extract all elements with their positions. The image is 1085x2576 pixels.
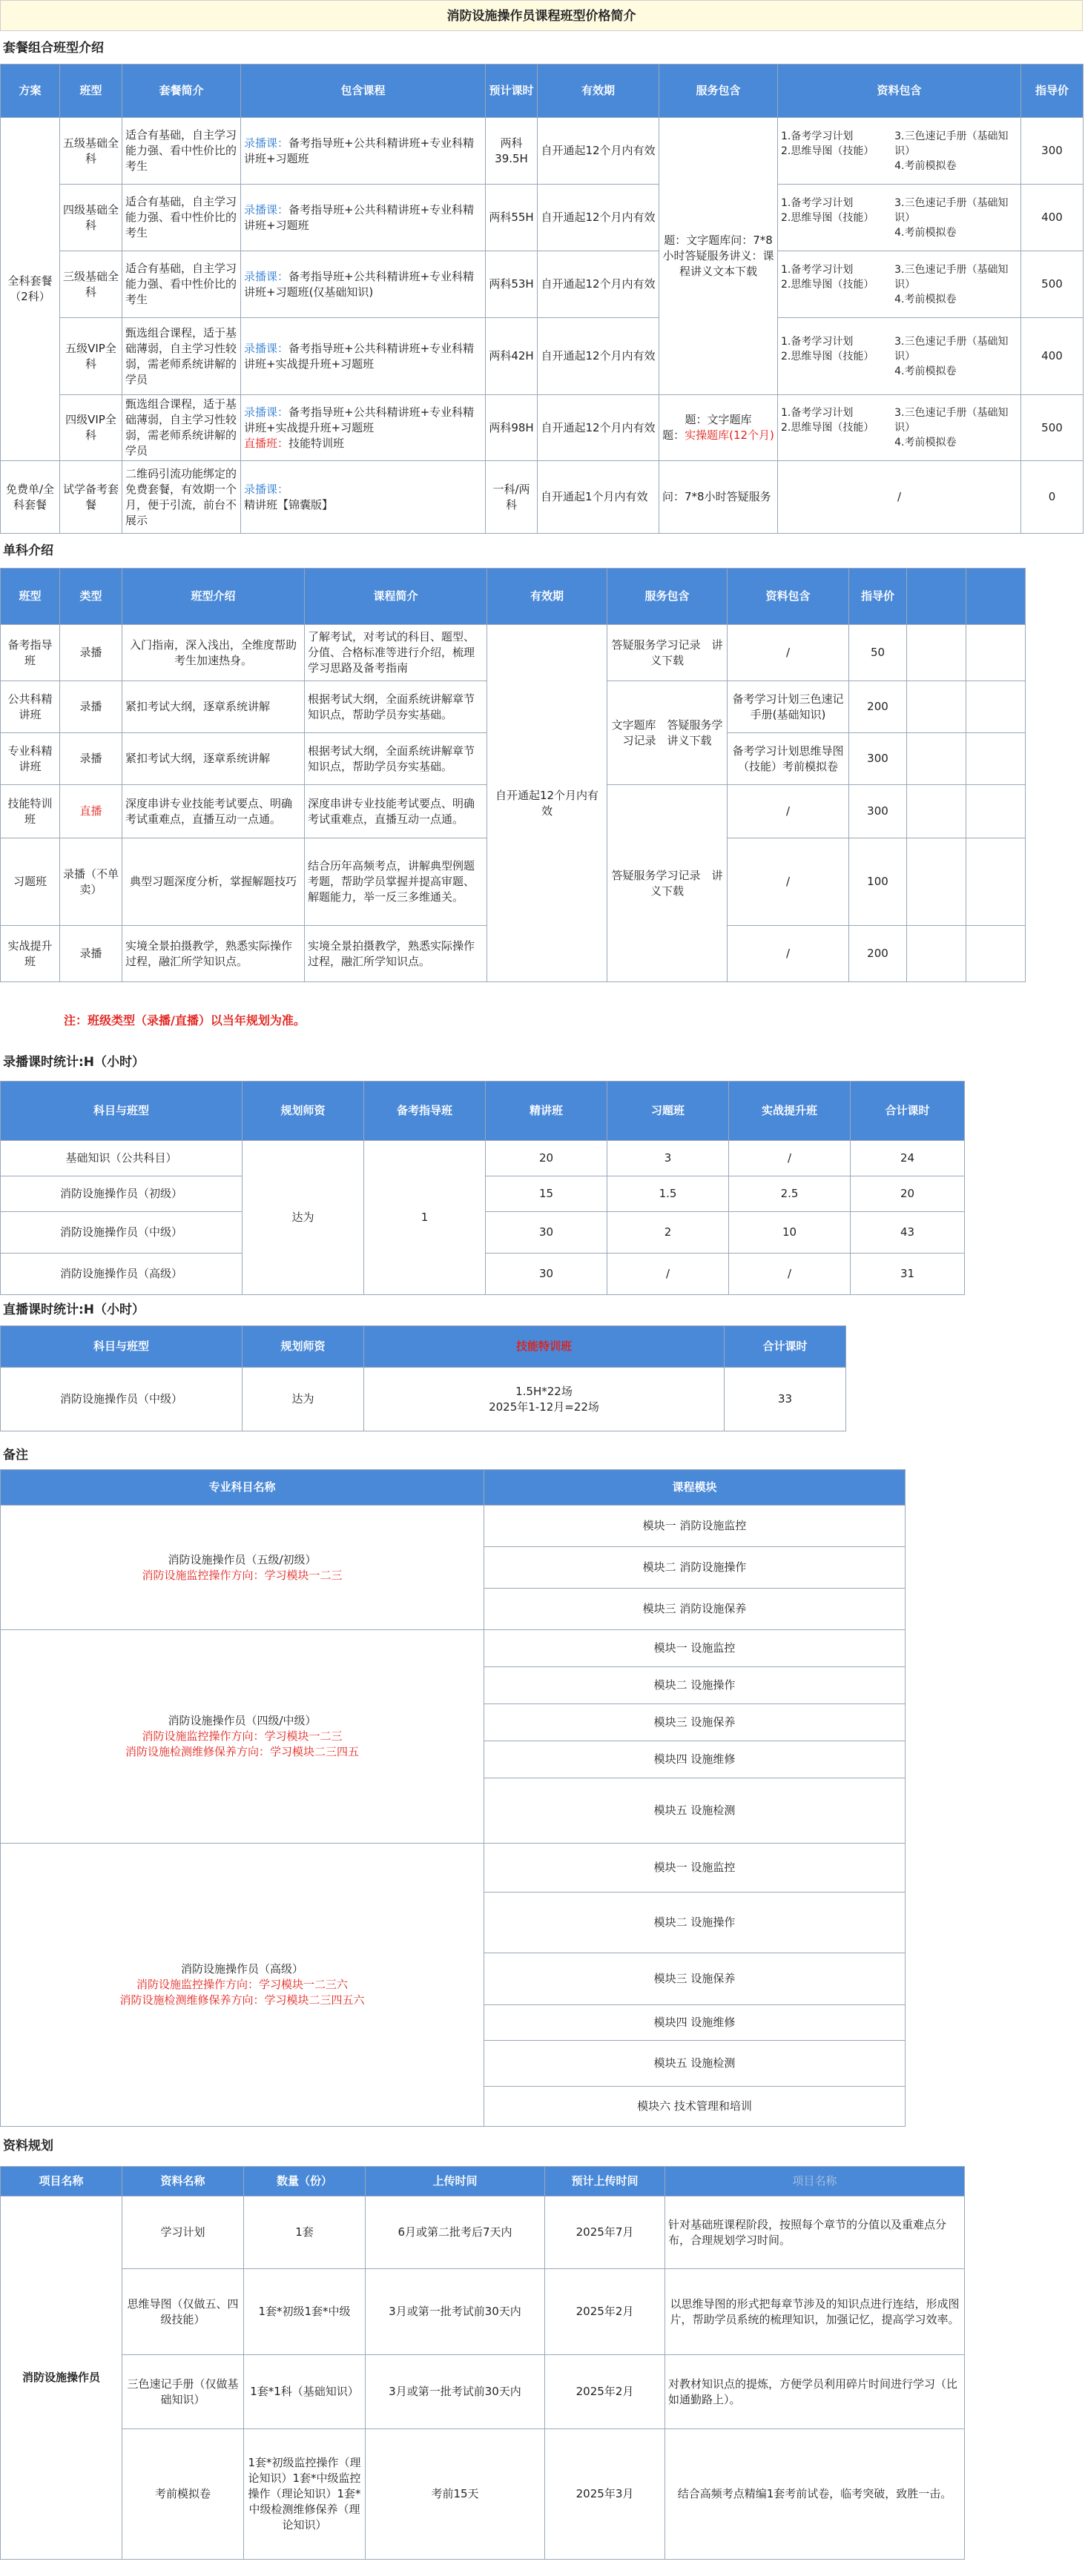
- class-name: 技能特训班: [1, 785, 60, 838]
- header-cell: 服务包含: [659, 64, 778, 118]
- upload-time: 3月或第一批考试前30天内: [366, 2269, 545, 2355]
- header-cell: 合计课时: [725, 1326, 846, 1368]
- course-label: 录播课：: [244, 405, 289, 419]
- class-price: 200: [849, 926, 907, 982]
- material-item: 1.备考学习计划: [781, 335, 854, 348]
- section-heading-package: 套餐组合班型介绍: [3, 41, 104, 56]
- material-item: 3.三色速记手册（基础知识）: [894, 196, 1009, 224]
- module-item: 模块二 消防设施操作: [484, 1547, 906, 1589]
- class-intro: 典型习题深度分析，掌握解题技巧: [122, 838, 305, 926]
- materials-table: [0, 2166, 965, 2560]
- material-description: 对教材知识点的提炼，方便学员利用碎片时间进行学习（比如通勤路上）。: [665, 2355, 965, 2429]
- plan-name: 免费单/全科套餐: [1, 461, 60, 534]
- live-label: 直播班：: [244, 436, 289, 450]
- material-cell: 备考学习计划三色速记手册(基础知识): [728, 681, 849, 733]
- guide-hours: 1: [364, 1141, 486, 1295]
- course-list: 备考指导班+公共科精讲班+专业科精讲班+习题班(仅基础知识): [244, 269, 475, 299]
- material-item: 3.三色速记手册（基础知识）: [894, 130, 1009, 157]
- table-row: [1, 185, 1084, 251]
- package-hours: 两科98H: [486, 395, 538, 461]
- recorded-hours-table: [0, 1081, 965, 1295]
- header-cell: 有效期: [538, 64, 659, 118]
- course-label: 录播课：: [244, 269, 289, 283]
- table-row: [1, 1141, 965, 1176]
- table-row: [1, 2355, 965, 2429]
- section-heading-live-hours: 直播课时统计:H（小时）: [3, 1302, 145, 1317]
- empty-cell: [907, 838, 966, 926]
- header-cell: 课程简介: [305, 569, 487, 625]
- practice-hours: 10: [729, 1212, 851, 1254]
- lecture-hours: 30: [486, 1254, 607, 1295]
- empty-cell: [907, 733, 966, 785]
- package-intro: 甄选组合课程，适于基础薄弱，自主学习性较弱，需老师系统讲解的学员: [122, 395, 241, 461]
- class-name: 习题班: [1, 838, 60, 926]
- upload-time: 6月或第二批考后7天内: [366, 2196, 545, 2269]
- package-validity: 自开通起12个月内有效: [538, 185, 659, 251]
- header-cell: 指导价: [1021, 64, 1084, 118]
- header-cell: 规划师资: [243, 1082, 364, 1141]
- module-item: 模块一 设施监控: [484, 1844, 906, 1893]
- package-price: 400: [1021, 318, 1084, 395]
- material-item: 2.思维导图（技能）: [781, 422, 874, 434]
- package-type: 四级基础全科: [60, 185, 122, 251]
- table-row: [1, 2269, 965, 2355]
- material-item: 2.思维导图（技能）: [781, 350, 874, 362]
- material-name: 学习计划: [122, 2196, 244, 2269]
- exercise-hours: 1.5: [607, 1176, 729, 1212]
- package-type: 五级基础全科: [60, 118, 122, 185]
- class-kind: 录播（不单卖）: [60, 838, 122, 926]
- total-hours: 31: [851, 1254, 965, 1295]
- header-cell: 实战提升班: [729, 1082, 851, 1141]
- plan-name: 全科套餐（2科）: [1, 118, 60, 461]
- service-cell: 题：文字题库问：7*8小时答疑服务讲义：课程讲义文本下载: [659, 118, 778, 395]
- header-cell: 资料名称: [122, 2167, 244, 2196]
- class-price: 50: [849, 625, 907, 681]
- package-validity: 自开通起1个月内有效: [538, 461, 659, 534]
- class-price: 100: [849, 838, 907, 926]
- service-cell: 答疑服务学习记录 讲义下载: [607, 785, 728, 982]
- lecture-hours: 30: [486, 1212, 607, 1254]
- total-hours: 33: [725, 1368, 846, 1431]
- table-row: [1, 1368, 846, 1431]
- exercise-hours: 2: [607, 1212, 729, 1254]
- class-name: 公共科精讲班: [1, 681, 60, 733]
- class-price: 300: [849, 785, 907, 838]
- upload-time: 3月或第一批考试前30天内: [366, 2355, 545, 2429]
- package-price: 300: [1021, 118, 1084, 185]
- material-description: 结合高频考点精编1套考前试卷，临考突破，致胜一击。: [665, 2429, 965, 2560]
- course-list: 备考指导班+公共科精讲班+专业科精讲班+习题班: [244, 202, 475, 232]
- class-kind: 录播: [60, 625, 122, 681]
- material-item: 1.备考学习计划: [781, 263, 854, 276]
- module-item: 模块三 消防设施保养: [484, 1589, 906, 1630]
- empty-cell: [907, 785, 966, 838]
- section-heading-recorded-hours: 录播课时统计:H（小时）: [3, 1055, 145, 1070]
- header-cell: 套餐简介: [122, 64, 241, 118]
- module-item: 模块四 设施维修: [484, 2005, 906, 2041]
- header-cell: [966, 569, 1026, 625]
- module-table: [0, 1469, 906, 2127]
- study-direction: 消防设施监控操作方向：学习模块一二三六: [136, 1978, 348, 1991]
- header-cell: 资料包含: [778, 64, 1021, 118]
- material-description: 针对基础班课程阶段，按照每个章节的分值以及重难点分布，合理规划学习时间。: [665, 2196, 965, 2269]
- course-intro: 了解考试，对考试的科目、题型、分值、合格标准等进行介绍，梳理学习思路及备考指南: [305, 625, 487, 681]
- package-intro: 适合有基础，自主学习能力强、看中性价比的考生: [122, 251, 241, 318]
- table-row: [1, 318, 1084, 395]
- course-intro: 实境全景拍摄教学，熟悉实际操作过程，融汇所学知识点。: [305, 926, 487, 982]
- header-cell: 规划师资: [243, 1326, 364, 1368]
- planned-upload: 2025年3月: [545, 2429, 665, 2560]
- module-item: 模块一 消防设施监控: [484, 1506, 906, 1547]
- page-title: 消防设施操作员课程班型价格简介: [0, 0, 1083, 31]
- total-hours: 43: [851, 1212, 965, 1254]
- header-cell: 班型: [1, 569, 60, 625]
- module-item: 模块五 设施检测: [484, 1778, 906, 1844]
- material-cell: /: [728, 625, 849, 681]
- teacher-name: 达为: [243, 1141, 364, 1295]
- material-cell: /: [728, 785, 849, 838]
- package-price: 500: [1021, 395, 1084, 461]
- empty-cell: [966, 681, 1026, 733]
- header-cell: 备考指导班: [364, 1082, 486, 1141]
- live-course: 技能特训班: [288, 436, 345, 450]
- material-item: 1.备考学习计划: [781, 196, 854, 209]
- project-name: 消防设施操作员: [1, 2196, 122, 2560]
- class-price: 200: [849, 681, 907, 733]
- course-intro: 深度串讲专业技能考试要点、明确考试重难点，直播互动一点通。: [305, 785, 487, 838]
- class-type-note: 注：班级类型（录播/直播）以当年规划为准。: [64, 1013, 306, 1027]
- empty-cell: [966, 926, 1026, 982]
- teacher-name: 达为: [243, 1368, 364, 1431]
- header-cell: 资料包含: [728, 569, 849, 625]
- header-cell: 有效期: [487, 569, 607, 625]
- module-item: 模块二 设施操作: [484, 1667, 906, 1704]
- package-intro: 二维码引流功能绑定的免费套餐，有效期一个月，便于引流，前台不展示: [122, 461, 241, 534]
- material-description: 以思维导图的形式把每章节涉及的知识点进行连结，形成图片，帮助学员系统的梳理知识，加强记忆，提高学习效率。: [665, 2269, 965, 2355]
- header-cell-live: 技能特训班: [364, 1326, 725, 1368]
- planned-upload: 2025年7月: [545, 2196, 665, 2269]
- material-item: 2.思维导图（技能）: [781, 145, 874, 157]
- header-cell: 预计上传时间: [545, 2167, 665, 2196]
- course-intro: 根据考试大纲，全面系统讲解章节知识点，帮助学员夯实基础。: [305, 681, 487, 733]
- material-item: 3.三色速记手册（基础知识）: [894, 263, 1009, 291]
- material-item: 4.考前模拟卷: [894, 159, 957, 172]
- class-name: 专业科精讲班: [1, 733, 60, 785]
- empty-cell: [966, 733, 1026, 785]
- package-type: 五级VIP全科: [60, 318, 122, 395]
- material-quantity: 1套*初级监控操作（理论知识）1套*中级监控操作（理论知识）1套*中级检测维修保养（理论知识）: [244, 2429, 366, 2560]
- class-kind: 录播: [60, 733, 122, 785]
- module-item: 模块一 设施监控: [484, 1630, 906, 1667]
- section-heading-notes: 备注: [3, 1448, 28, 1463]
- study-direction: 消防设施监控操作方向：学习模块一二三: [142, 1729, 343, 1743]
- service-highlight: 实操题库(12个月): [685, 428, 774, 442]
- service-cell: 答疑服务学习记录 讲义下载: [607, 625, 728, 681]
- module-item: 模块四 设施维修: [484, 1741, 906, 1778]
- subject-name: 基础知识（公共科目）: [1, 1141, 243, 1176]
- table-row: [1, 1844, 906, 1893]
- course-list: 备考指导班+公共科精讲班+专业科精讲班+实战提升班+习题班: [244, 341, 475, 371]
- header-cell: 项目名称: [665, 2167, 965, 2196]
- live-sessions: 1.5H*22场: [515, 1384, 573, 1398]
- header-cell: 项目名称: [1, 2167, 122, 2196]
- exercise-hours: /: [607, 1254, 729, 1295]
- material-quantity: 1套*初级1套*中级: [244, 2269, 366, 2355]
- material-item: 4.考前模拟卷: [894, 365, 957, 377]
- module-item: 模块六 技术管理和培训: [484, 2087, 906, 2127]
- package-intro: 甄选组合课程，适于基础薄弱，自主学习性较弱，需老师系统讲解的学员: [122, 318, 241, 395]
- course-intro: 根据考试大纲，全面系统讲解章节知识点，帮助学员夯实基础。: [305, 733, 487, 785]
- table-row: [1, 395, 1084, 461]
- package-price: 0: [1021, 461, 1084, 534]
- practice-hours: /: [729, 1141, 851, 1176]
- class-intro: 紧扣考试大纲，逐章系统讲解: [122, 681, 305, 733]
- material-name: 三色速记手册（仅做基础知识）: [122, 2355, 244, 2429]
- service-cell: 问：7*8小时答疑服务: [659, 461, 778, 534]
- course-label: 录播课：: [244, 482, 289, 496]
- course-list: 备考指导班+公共科精讲班+专业科精讲班+习题班: [244, 136, 475, 165]
- material-item: 2.思维导图（技能）: [781, 278, 874, 291]
- package-hours: 两科55H: [486, 185, 538, 251]
- module-item: 模块二 设施操作: [484, 1893, 906, 1953]
- service-cell: 题：文字题库: [685, 413, 752, 426]
- header-cell: 专业科目名称: [1, 1470, 484, 1506]
- class-intro: 实境全景拍摄教学，熟悉实际操作过程，融汇所学知识点。: [122, 926, 305, 982]
- table-row: [1, 625, 1026, 681]
- package-hours: 两科39.5H: [486, 118, 538, 185]
- planned-upload: 2025年2月: [545, 2355, 665, 2429]
- material-cell: /: [728, 838, 849, 926]
- total-hours: 24: [851, 1141, 965, 1176]
- class-validity: 自开通起12个月内有效: [487, 625, 607, 982]
- table-row: [1, 251, 1084, 318]
- table-row: [1, 2429, 965, 2560]
- empty-cell: [907, 625, 966, 681]
- material-name: 思维导图（仅做五、四级技能）: [122, 2269, 244, 2355]
- course-list: 备考指导班+公共科精讲班+专业科精讲班+实战提升班+习题班: [244, 405, 475, 434]
- package-type: 试学备考套餐: [60, 461, 122, 534]
- service-cell: 文字题库 答疑服务学习记录 讲义下载: [607, 681, 728, 785]
- header-cell: 科目与班型: [1, 1326, 243, 1368]
- upload-time: 考前15天: [366, 2429, 545, 2560]
- material-item: 1.备考学习计划: [781, 407, 854, 419]
- class-kind: 录播: [60, 681, 122, 733]
- live-schedule: 2025年1-12月=22场: [489, 1400, 599, 1414]
- header-cell: 指导价: [849, 569, 907, 625]
- package-type: 四级VIP全科: [60, 395, 122, 461]
- empty-cell: [966, 838, 1026, 926]
- subject-name: 消防设施操作员（中级）: [1, 1212, 243, 1254]
- module-item: 模块三 设施保养: [484, 1953, 906, 2005]
- package-price: 400: [1021, 185, 1084, 251]
- section-heading-materials: 资料规划: [3, 2139, 53, 2153]
- material-item: 3.三色速记手册（基础知识）: [894, 407, 1009, 434]
- material-cell: 备考学习计划思维导图（技能）考前模拟卷: [728, 733, 849, 785]
- subject-name: 消防设施操作员（中级）: [1, 1368, 243, 1431]
- header-cell: 科目与班型: [1, 1082, 243, 1141]
- class-name: 备考指导班: [1, 625, 60, 681]
- header-cell: 类型: [60, 569, 122, 625]
- service-cell: 题：: [662, 428, 685, 442]
- material-item: 2.思维导图（技能）: [781, 211, 874, 224]
- package-hours: 两科53H: [486, 251, 538, 318]
- package-hours: 两科42H: [486, 318, 538, 395]
- material-item: 1.备考学习计划: [781, 130, 854, 142]
- class-intro: 入门指南，深入浅出，全维度帮助考生加速热身。: [122, 625, 305, 681]
- package-hours: 一科/两科: [486, 461, 538, 534]
- subject-name: 消防设施操作员（高级）: [1, 1254, 243, 1295]
- study-direction: 消防设施检测维修保养方向：学习模块二三四五: [125, 1745, 359, 1758]
- empty-cell: [907, 681, 966, 733]
- material-item: 4.考前模拟卷: [894, 437, 957, 448]
- material-item: 4.考前模拟卷: [894, 226, 957, 239]
- empty-cell: [966, 625, 1026, 681]
- material-quantity: 1套: [244, 2196, 366, 2269]
- header-cell: 上传时间: [366, 2167, 545, 2196]
- exercise-hours: 3: [607, 1141, 729, 1176]
- total-hours: 20: [851, 1176, 965, 1212]
- table-row: [1, 461, 1084, 534]
- class-name: 实战提升班: [1, 926, 60, 982]
- subject-name: 消防设施操作员（高级）: [180, 1962, 303, 1976]
- course-intro: 结合历年高频考点，讲解典型例题考题，帮助学员掌握并提高审题、解题能力，举一反三多维通关。: [305, 838, 487, 926]
- header-cell: 数量（份）: [244, 2167, 366, 2196]
- package-intro: 适合有基础，自主学习能力强、看中性价比的考生: [122, 118, 241, 185]
- class-intro: 紧扣考试大纲，逐章系统讲解: [122, 733, 305, 785]
- study-direction: 消防设施监控操作方向：学习模块一二三: [142, 1568, 343, 1582]
- empty-cell: [966, 785, 1026, 838]
- practice-hours: 2.5: [729, 1176, 851, 1212]
- header-cell: 班型介绍: [122, 569, 305, 625]
- table-row: [1, 2196, 965, 2269]
- header-cell: 预计课时: [486, 64, 538, 118]
- material-item: 3.三色速记手册（基础知识）: [894, 335, 1009, 362]
- subject-name: 消防设施操作员（初级）: [1, 1176, 243, 1212]
- class-kind: 直播: [60, 785, 122, 838]
- lecture-hours: 20: [486, 1141, 607, 1176]
- module-item: 模块三 设施保养: [484, 1704, 906, 1741]
- course-list: 精讲班【锦囊版】: [244, 497, 334, 511]
- header-cell: 服务包含: [607, 569, 728, 625]
- header-cell: 班型: [60, 64, 122, 118]
- practice-hours: /: [729, 1254, 851, 1295]
- empty-cell: [907, 926, 966, 982]
- header-cell: 习题班: [607, 1082, 729, 1141]
- package-validity: 自开通起12个月内有效: [538, 251, 659, 318]
- package-validity: 自开通起12个月内有效: [538, 118, 659, 185]
- live-hours-table: [0, 1325, 846, 1431]
- package-price: 500: [1021, 251, 1084, 318]
- planned-upload: 2025年2月: [545, 2269, 665, 2355]
- package-validity: 自开通起12个月内有效: [538, 318, 659, 395]
- package-table: [0, 64, 1084, 534]
- subject-name: 消防设施操作员（四级/中级）: [168, 1714, 317, 1727]
- table-row: [1, 1630, 906, 1667]
- header-cell: 方案: [1, 64, 60, 118]
- header-cell: [907, 569, 966, 625]
- header-cell: 包含课程: [241, 64, 486, 118]
- material-quantity: 1套*1科（基础知识）: [244, 2355, 366, 2429]
- section-heading-single: 单科介绍: [3, 543, 53, 558]
- package-validity: 自开通起12个月内有效: [538, 395, 659, 461]
- material-cell: /: [778, 461, 1021, 534]
- course-label: 录播课：: [244, 136, 289, 150]
- class-kind: 录播: [60, 926, 122, 982]
- study-direction: 消防设施检测维修保养方向：学习模块二三四五六: [119, 1993, 365, 2007]
- lecture-hours: 15: [486, 1176, 607, 1212]
- header-cell: 课程模块: [484, 1470, 906, 1506]
- course-label: 录播课：: [244, 202, 289, 216]
- single-course-table: [0, 568, 1026, 982]
- package-intro: 适合有基础，自主学习能力强、看中性价比的考生: [122, 185, 241, 251]
- header-cell: 合计课时: [851, 1082, 965, 1141]
- class-price: 300: [849, 733, 907, 785]
- class-intro: 深度串讲专业技能考试要点、明确考试重难点，直播互动一点通。: [122, 785, 305, 838]
- material-item: 4.考前模拟卷: [894, 293, 957, 305]
- table-row: [1, 1506, 906, 1547]
- package-type: 三级基础全科: [60, 251, 122, 318]
- module-item: 模块五 设施检测: [484, 2041, 906, 2087]
- table-row: [1, 118, 1084, 185]
- material-cell: /: [728, 926, 849, 982]
- subject-name: 消防设施操作员（五级/初级）: [168, 1552, 317, 1566]
- course-label: 录播课：: [244, 341, 289, 355]
- header-cell: 精讲班: [486, 1082, 607, 1141]
- material-name: 考前模拟卷: [122, 2429, 244, 2560]
